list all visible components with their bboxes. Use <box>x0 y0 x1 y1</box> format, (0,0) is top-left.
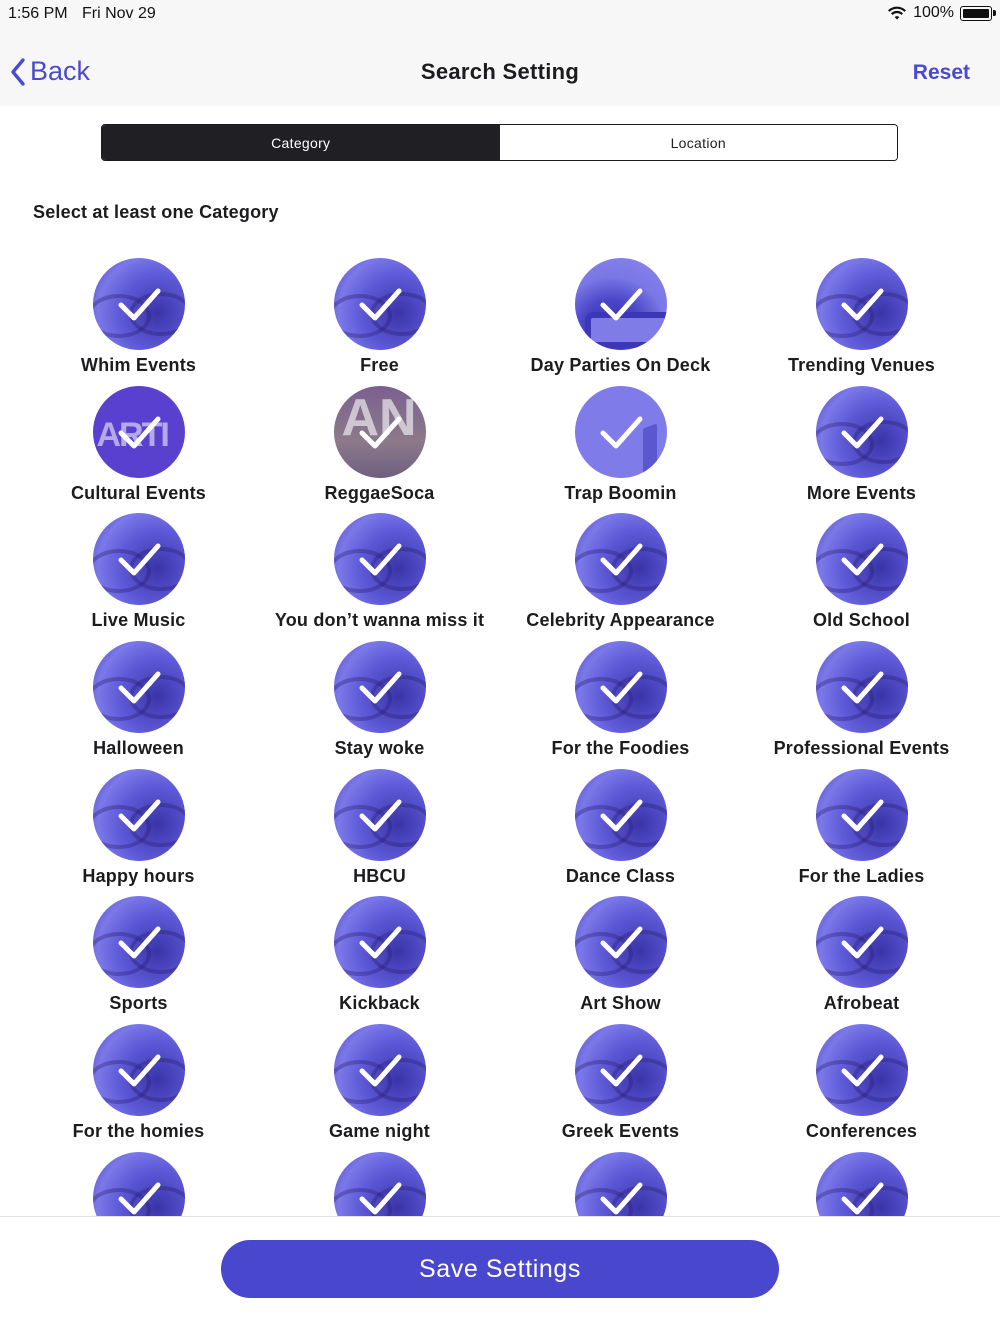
category-label: Art Show <box>580 993 661 1014</box>
checkmark-icon <box>816 896 908 988</box>
category-image <box>816 896 908 988</box>
category-item[interactable] <box>741 386 982 514</box>
category-item[interactable] <box>18 1152 259 1216</box>
reset-button[interactable]: Reset <box>912 61 970 84</box>
checkmark-icon <box>334 258 426 350</box>
category-item[interactable] <box>500 641 741 769</box>
category-item[interactable] <box>259 896 500 1024</box>
category-item[interactable] <box>18 258 259 386</box>
category-image <box>816 513 908 605</box>
category-image <box>575 386 667 478</box>
navigation-bar <box>0 28 1000 106</box>
category-image <box>334 769 426 861</box>
category-image <box>575 769 667 861</box>
category-image <box>816 258 908 350</box>
category-label: Professional Events <box>773 738 950 759</box>
category-item[interactable] <box>18 513 259 641</box>
checkmark-icon <box>93 896 185 988</box>
category-image <box>334 896 426 988</box>
category-label: For the Foodies <box>551 738 690 759</box>
checkmark-icon <box>334 1152 426 1216</box>
category-label: Old School <box>812 610 910 631</box>
category-image <box>575 641 667 733</box>
checkmark-icon <box>816 258 908 350</box>
checkmark-icon <box>575 1152 667 1216</box>
back-label: Back <box>30 56 91 86</box>
checkmark-icon <box>575 896 667 988</box>
category-image <box>575 896 667 988</box>
category-image <box>816 769 908 861</box>
checkmark-icon <box>816 769 908 861</box>
category-label: HBCU <box>353 865 406 886</box>
category-item[interactable] <box>18 769 259 897</box>
category-image <box>93 258 185 350</box>
category-label: Free <box>360 355 399 375</box>
category-item[interactable] <box>18 1024 259 1152</box>
category-item[interactable] <box>500 1024 741 1152</box>
category-grid <box>18 258 982 1216</box>
category-label: Whim Events <box>80 355 197 375</box>
category-item[interactable] <box>18 386 259 514</box>
category-label: Sports <box>109 993 168 1014</box>
category-image <box>93 1152 185 1216</box>
checkmark-icon <box>93 1024 185 1116</box>
category-image <box>334 258 426 350</box>
category-item[interactable] <box>500 386 741 514</box>
checkmark-icon <box>575 513 667 605</box>
category-image <box>816 1024 908 1116</box>
category-image <box>93 641 185 733</box>
checkmark-icon <box>334 1024 426 1116</box>
checkmark-icon <box>816 386 908 478</box>
category-grid-scroll[interactable] <box>0 250 1000 1216</box>
category-item[interactable] <box>500 1152 741 1216</box>
category-label: Conferences <box>805 1121 918 1142</box>
category-item[interactable] <box>259 513 500 641</box>
category-item[interactable] <box>741 258 982 386</box>
checkmark-icon <box>575 1024 667 1116</box>
category-label: You don’t wanna miss it <box>274 610 485 631</box>
category-image <box>334 1024 426 1116</box>
category-label: Kickback <box>339 993 420 1014</box>
wifi-icon <box>887 6 907 21</box>
checkmark-icon <box>816 1152 908 1216</box>
category-item[interactable] <box>741 641 982 769</box>
save-settings-button[interactable]: Save Settings <box>221 1240 779 1298</box>
category-location-segmented-control <box>101 124 898 161</box>
checkmark-icon <box>93 386 185 478</box>
category-item[interactable] <box>18 641 259 769</box>
checkmark-icon <box>816 513 908 605</box>
category-image <box>816 1152 908 1216</box>
category-item[interactable] <box>259 1152 500 1216</box>
category-image <box>575 258 667 350</box>
tab-location[interactable]: Location <box>500 125 898 160</box>
category-image <box>93 513 185 605</box>
category-item[interactable] <box>500 769 741 897</box>
category-label: Trap Boomin <box>564 482 677 503</box>
category-item[interactable] <box>500 258 741 386</box>
category-item[interactable] <box>259 641 500 769</box>
battery-percent: 100% <box>913 4 954 21</box>
category-item[interactable] <box>259 1024 500 1152</box>
status-date: Fri Nov 29 <box>82 5 156 22</box>
checkmark-icon <box>93 769 185 861</box>
checkmark-icon <box>93 641 185 733</box>
checkmark-icon <box>575 386 667 478</box>
checkmark-icon <box>93 1152 185 1216</box>
category-image <box>93 386 185 478</box>
category-item[interactable] <box>741 896 982 1024</box>
checkmark-icon <box>816 1024 908 1116</box>
category-label: Greek Events <box>561 1121 680 1142</box>
category-item[interactable] <box>259 258 500 386</box>
category-label: Halloween <box>93 738 184 759</box>
category-label: Celebrity Appearance <box>526 610 715 631</box>
category-item[interactable] <box>500 513 741 641</box>
category-item[interactable] <box>259 769 500 897</box>
category-image <box>93 896 185 988</box>
checkmark-icon <box>575 258 667 350</box>
checkmark-icon <box>575 769 667 861</box>
category-label: Trending Venues <box>787 355 936 375</box>
category-item[interactable] <box>741 1152 982 1216</box>
category-label: For the Ladies <box>798 865 925 886</box>
category-label: Day Parties On Deck <box>530 355 711 375</box>
category-label: Stay woke <box>334 738 425 759</box>
status-bar <box>0 0 1000 28</box>
category-image <box>334 1152 426 1216</box>
category-image <box>575 513 667 605</box>
checkmark-icon <box>334 769 426 861</box>
category-label: For the homies <box>72 1121 205 1142</box>
category-label: Afrobeat <box>823 993 900 1014</box>
category-item[interactable] <box>500 896 741 1024</box>
category-item[interactable] <box>259 386 500 514</box>
category-label: Dance Class <box>565 865 676 886</box>
status-time: 1:56 PM <box>8 5 68 22</box>
category-item[interactable] <box>741 513 982 641</box>
category-image <box>575 1152 667 1216</box>
checkmark-icon <box>93 513 185 605</box>
category-image <box>334 641 426 733</box>
category-label: More Events <box>806 482 917 503</box>
category-image <box>816 386 908 478</box>
category-image <box>816 641 908 733</box>
category-label: Game night <box>328 1121 430 1142</box>
category-label: Live Music <box>91 610 186 631</box>
category-image <box>334 513 426 605</box>
checkmark-icon <box>575 641 667 733</box>
category-image <box>334 386 426 478</box>
status-indicators <box>887 4 992 22</box>
category-item[interactable] <box>18 896 259 1024</box>
category-label: Happy hours <box>82 865 195 886</box>
category-image <box>93 1024 185 1116</box>
checkmark-icon <box>334 641 426 733</box>
checkmark-icon <box>816 641 908 733</box>
category-item[interactable] <box>741 769 982 897</box>
category-label: Cultural Events <box>70 482 207 503</box>
category-item[interactable] <box>741 1024 982 1152</box>
checkmark-icon <box>93 258 185 350</box>
battery-icon <box>960 6 992 21</box>
category-image <box>93 769 185 861</box>
category-image <box>575 1024 667 1116</box>
checkmark-icon <box>334 896 426 988</box>
checkmark-icon <box>334 386 426 478</box>
tab-category[interactable]: Category <box>102 125 500 160</box>
page-title: Search Setting <box>420 59 580 84</box>
checkmark-icon <box>334 513 426 605</box>
section-label: Select at least one Category <box>33 202 279 222</box>
footer <box>0 1216 1000 1335</box>
category-label: ReggaeSoca <box>324 482 435 503</box>
